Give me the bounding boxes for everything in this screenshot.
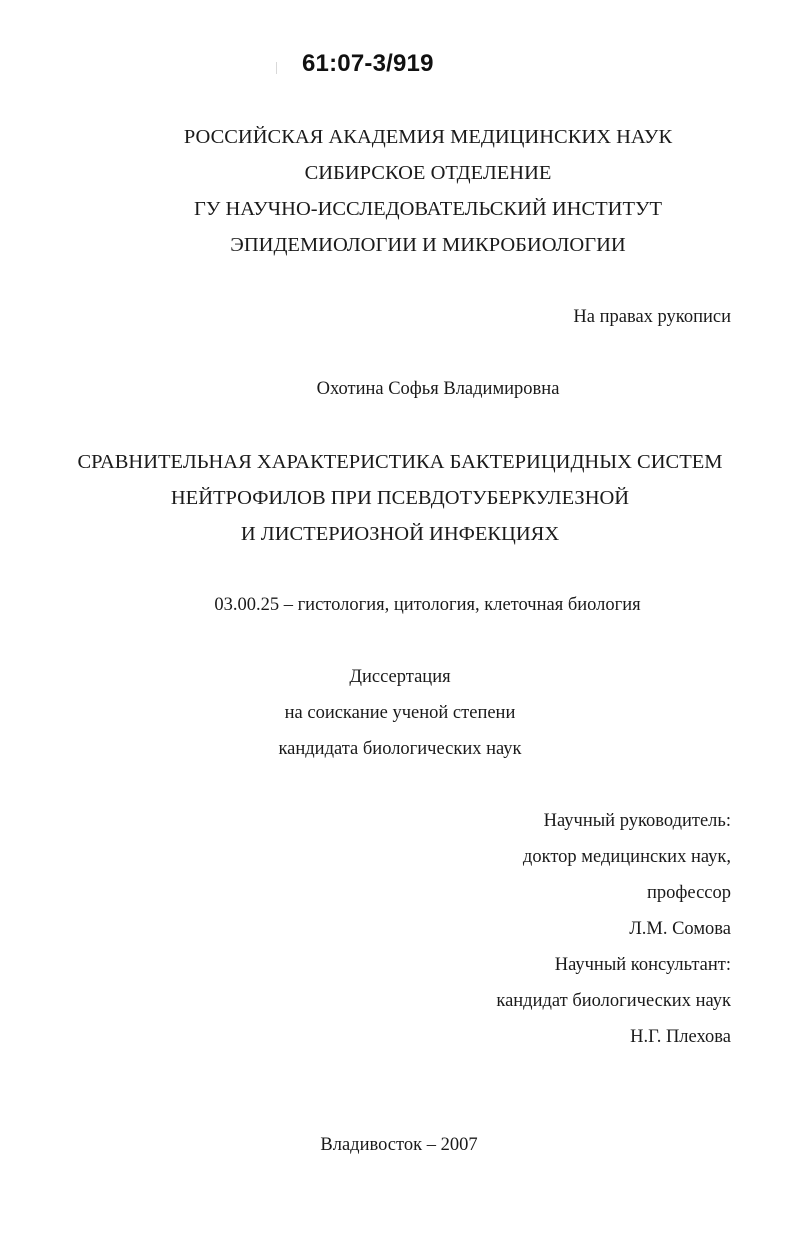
degree-line-2: на соискание ученой степени	[284, 703, 516, 723]
title-line-3: И ЛИСТЕРИОЗНОЙ ИНФЕКЦИЯХ	[240, 523, 560, 545]
supervisor-heading: Научный руководитель:	[543, 811, 731, 831]
supervisor-degree: доктор медицинских наук,	[522, 847, 731, 867]
supervisor-name: Л.М. Сомова	[629, 919, 731, 939]
degree-line-1: Диссертация	[349, 667, 451, 687]
title-line-1: СРАВНИТЕЛЬНАЯ ХАРАКТЕРИСТИКА БАКТЕРИЦИДНЫХ СИСТЕМ	[77, 451, 723, 473]
catalog-number: 61:07-3/919	[302, 50, 434, 77]
institution-line-4: ЭПИДЕМИОЛОГИИ И МИКРОБИОЛОГИИ	[230, 234, 626, 256]
degree-line-3: кандидата биологических наук	[278, 739, 522, 759]
consultant-name: Н.Г. Плехова	[630, 1027, 731, 1047]
author-name: Охотина Софья Владимировна	[316, 379, 560, 399]
title-line-2: НЕЙТРОФИЛОВ ПРИ ПСЕВДОТУБЕРКУЛЕЗНОЙ	[170, 487, 630, 509]
manuscript-note: На правах рукописи	[573, 307, 731, 327]
place-year: Владивосток – 2007	[320, 1135, 478, 1155]
supervisor-title: профессор	[647, 883, 731, 903]
consultant-heading: Научный консультант:	[554, 955, 731, 975]
scan-speck	[276, 62, 277, 74]
institution-line-1: РОССИЙСКАЯ АКАДЕМИЯ МЕДИЦИНСКИХ НАУК	[183, 126, 673, 148]
specialty-code: 03.00.25 – гистология, цитология, клеточная биология	[214, 595, 641, 615]
institution-line-3: ГУ НАУЧНО-ИССЛЕДОВАТЕЛЬСКИЙ ИНСТИТУТ	[194, 198, 662, 220]
consultant-degree: кандидат биологических наук	[496, 991, 731, 1011]
institution-line-2: СИБИРСКОЕ ОТДЕЛЕНИЕ	[304, 162, 552, 184]
